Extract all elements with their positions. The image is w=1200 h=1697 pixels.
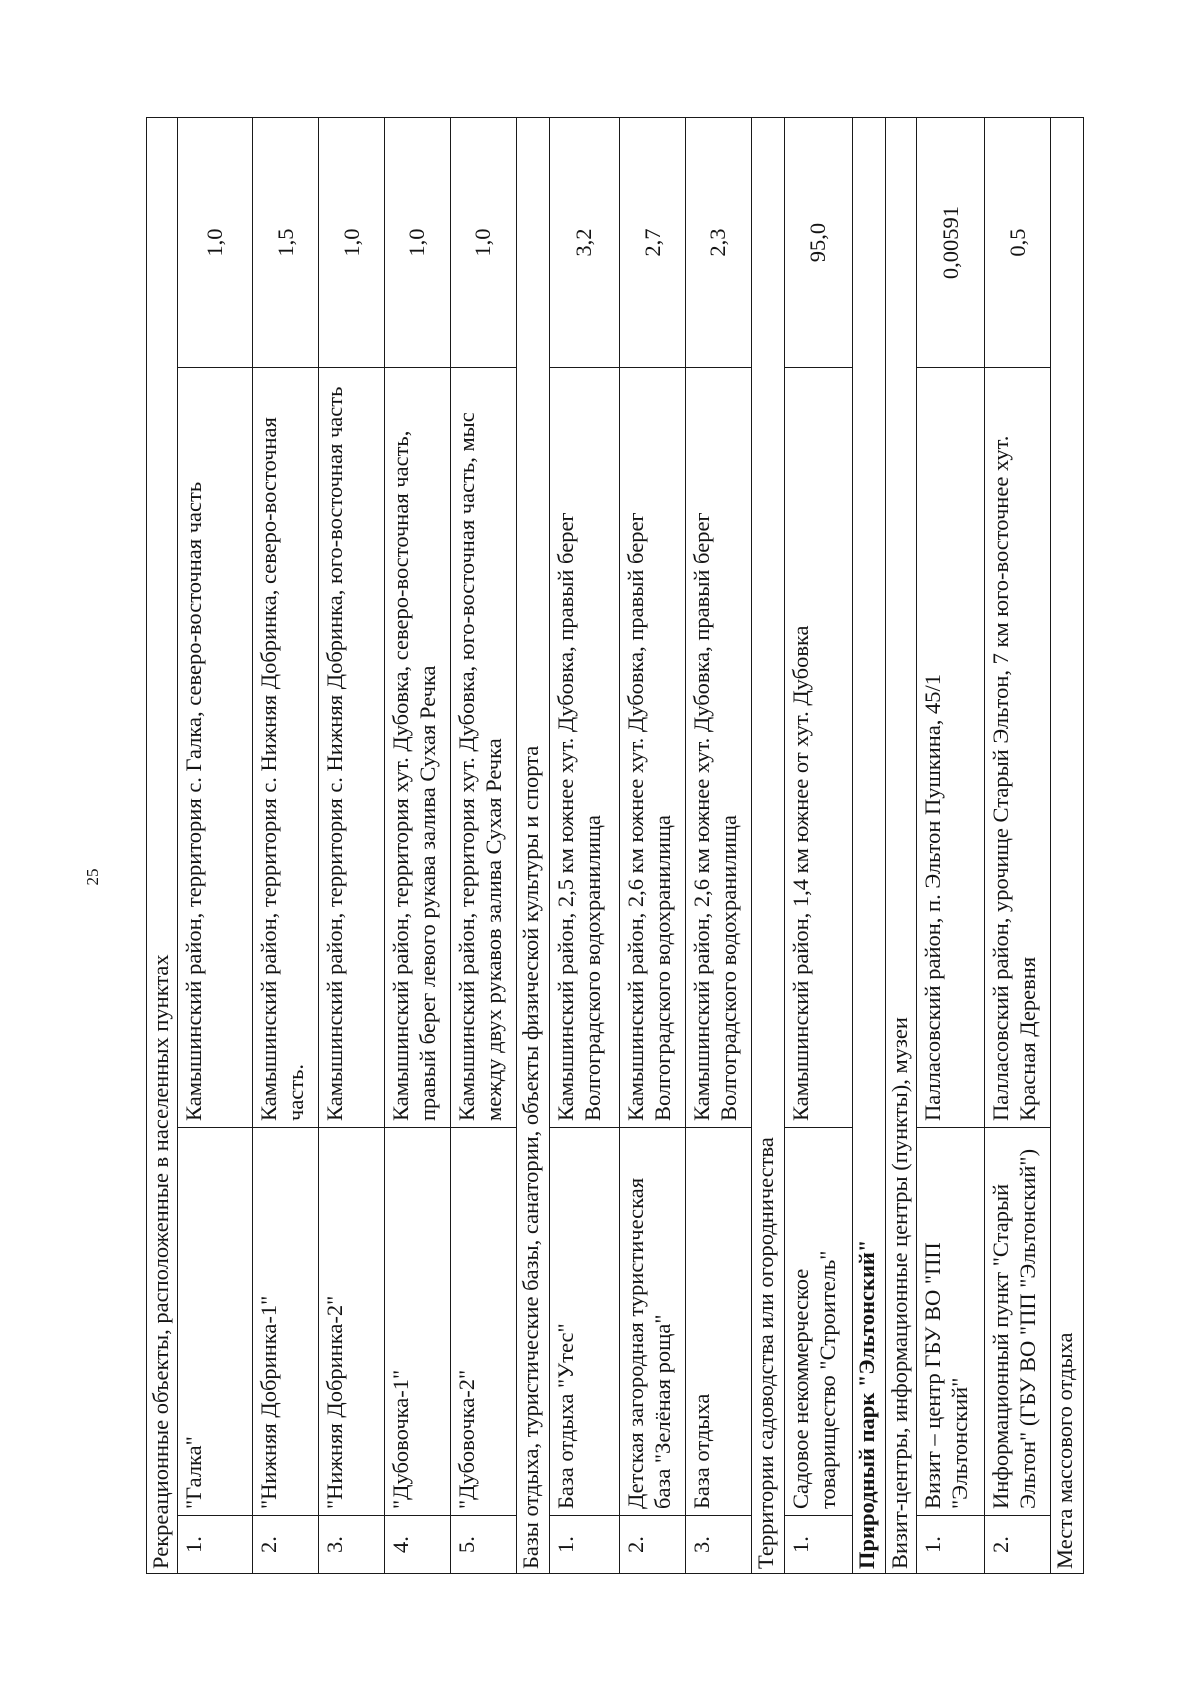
object-location: Палласовский район, урочище Старый Эльтон, 7 км юго-восточнее хут. Красная Деревня — [985, 368, 1051, 1128]
section-header: Места массового отдыха — [1050, 118, 1083, 1574]
object-area: 2,7 — [619, 118, 685, 368]
object-name: "Нижняя Добринка-1" — [252, 1128, 318, 1516]
object-area: 1,0 — [318, 118, 384, 368]
recreation-objects-table — [146, 117, 1084, 1574]
row-number: 4. — [384, 1516, 450, 1574]
object-name: Детская загородная туристическая база "Зелёная роща" — [619, 1128, 685, 1516]
object-location: Камышинский район, 2,5 км южнее хут. Дубовка, правый берег Волгоградского водохранилища — [549, 368, 619, 1128]
table-row — [384, 118, 450, 1574]
object-name: "Дубовочка-2" — [450, 1128, 516, 1516]
object-location: Камышинский район, территория хут. Дубовка, юго-восточная часть, мыс между двух рукавов залива Сухая Речка — [450, 368, 516, 1128]
table-frame — [146, 118, 1084, 1574]
row-number: 1. — [549, 1516, 619, 1574]
section-header-bold: Природный парк "Эльтонский" — [852, 118, 885, 1574]
section-header: Территории садоводства или огородничества — [751, 118, 784, 1574]
section-header: Базы отдыха, туристические базы, санатории, объекты физической культуры и спорта — [516, 118, 549, 1574]
section-header: Визит-центры, информационные центры (пункты), музеи — [885, 118, 916, 1574]
object-name: "Галка" — [178, 1128, 253, 1516]
object-location: Камышинский район, 2,6 км южнее хут. Дубовка, правый берег Волгоградского водохранилища — [619, 368, 685, 1128]
table-row — [619, 118, 685, 1574]
object-name: База отдыха "Утес" — [549, 1128, 619, 1516]
section-header-row — [751, 118, 784, 1574]
object-area: 0,5 — [985, 118, 1051, 368]
section-header-row — [885, 118, 916, 1574]
table-row — [318, 118, 384, 1574]
object-area: 0,00591 — [916, 118, 984, 368]
row-number: 1. — [916, 1516, 984, 1574]
table-body — [147, 118, 1084, 1574]
rotated-table-container — [146, 118, 1084, 1574]
section-header-row — [147, 118, 178, 1574]
object-name: База отдыха — [685, 1128, 751, 1516]
object-area: 3,2 — [549, 118, 619, 368]
object-name: "Нижняя Добринка-2" — [318, 1128, 384, 1516]
section-header: Рекреационные объекты, расположенные в населенных пунктах — [147, 118, 178, 1574]
object-location: Камышинский район, территория хут. Дубовка, северо-восточная часть, правый берег левого рукава залива Сухая Речка — [384, 368, 450, 1128]
object-location: Камышинский район, территория с. Нижняя Добринка, юго-восточная часть — [318, 368, 384, 1128]
table-row — [685, 118, 751, 1574]
object-location: Камышинский район, 1,4 км южнее от хут. Дубовка — [784, 368, 852, 1128]
object-area: 2,3 — [685, 118, 751, 368]
table-row — [178, 118, 253, 1574]
object-location: Палласовский район, п. Эльтон Пушкина, 45/1 — [916, 368, 984, 1128]
row-number: 2. — [252, 1516, 318, 1574]
row-number: 1. — [784, 1516, 852, 1574]
object-name: Садовое некоммерческое товарищество "Строитель" — [784, 1128, 852, 1516]
object-area: 1,0 — [450, 118, 516, 368]
page-number: 25 — [83, 868, 102, 886]
row-number: 5. — [450, 1516, 516, 1574]
table-row — [252, 118, 318, 1574]
row-number: 3. — [318, 1516, 384, 1574]
section-header-row — [1050, 118, 1083, 1574]
object-name: Визит – центр ГБУ ВО "ПП "Эльтонский" — [916, 1128, 984, 1516]
object-name: Информационный пункт "Старый Эльтон" (ГБУ ВО "ПП "Эльтонский") — [985, 1128, 1051, 1516]
table-row — [450, 118, 516, 1574]
object-area: 95,0 — [784, 118, 852, 368]
section-header-row — [852, 118, 885, 1574]
row-number: 1. — [178, 1516, 253, 1574]
section-header-row — [516, 118, 549, 1574]
table-row — [985, 118, 1051, 1574]
table-row — [784, 118, 852, 1574]
table-row — [549, 118, 619, 1574]
object-name: "Дубовочка-1" — [384, 1128, 450, 1516]
row-number: 2. — [985, 1516, 1051, 1574]
row-number: 3. — [685, 1516, 751, 1574]
object-area: 1,0 — [178, 118, 253, 368]
object-area: 1,5 — [252, 118, 318, 368]
object-location: Камышинский район, 2,6 км южнее хут. Дубовка, правый берег Волгоградского водохранилища — [685, 368, 751, 1128]
row-number: 2. — [619, 1516, 685, 1574]
object-area: 1,0 — [384, 118, 450, 368]
table-row — [916, 118, 984, 1574]
object-location: Камышинский район, территория с. Нижняя Добринка, северо-восточная часть. — [252, 368, 318, 1128]
object-location: Камышинский район, территория с. Галка, северо-восточная часть — [178, 368, 253, 1128]
